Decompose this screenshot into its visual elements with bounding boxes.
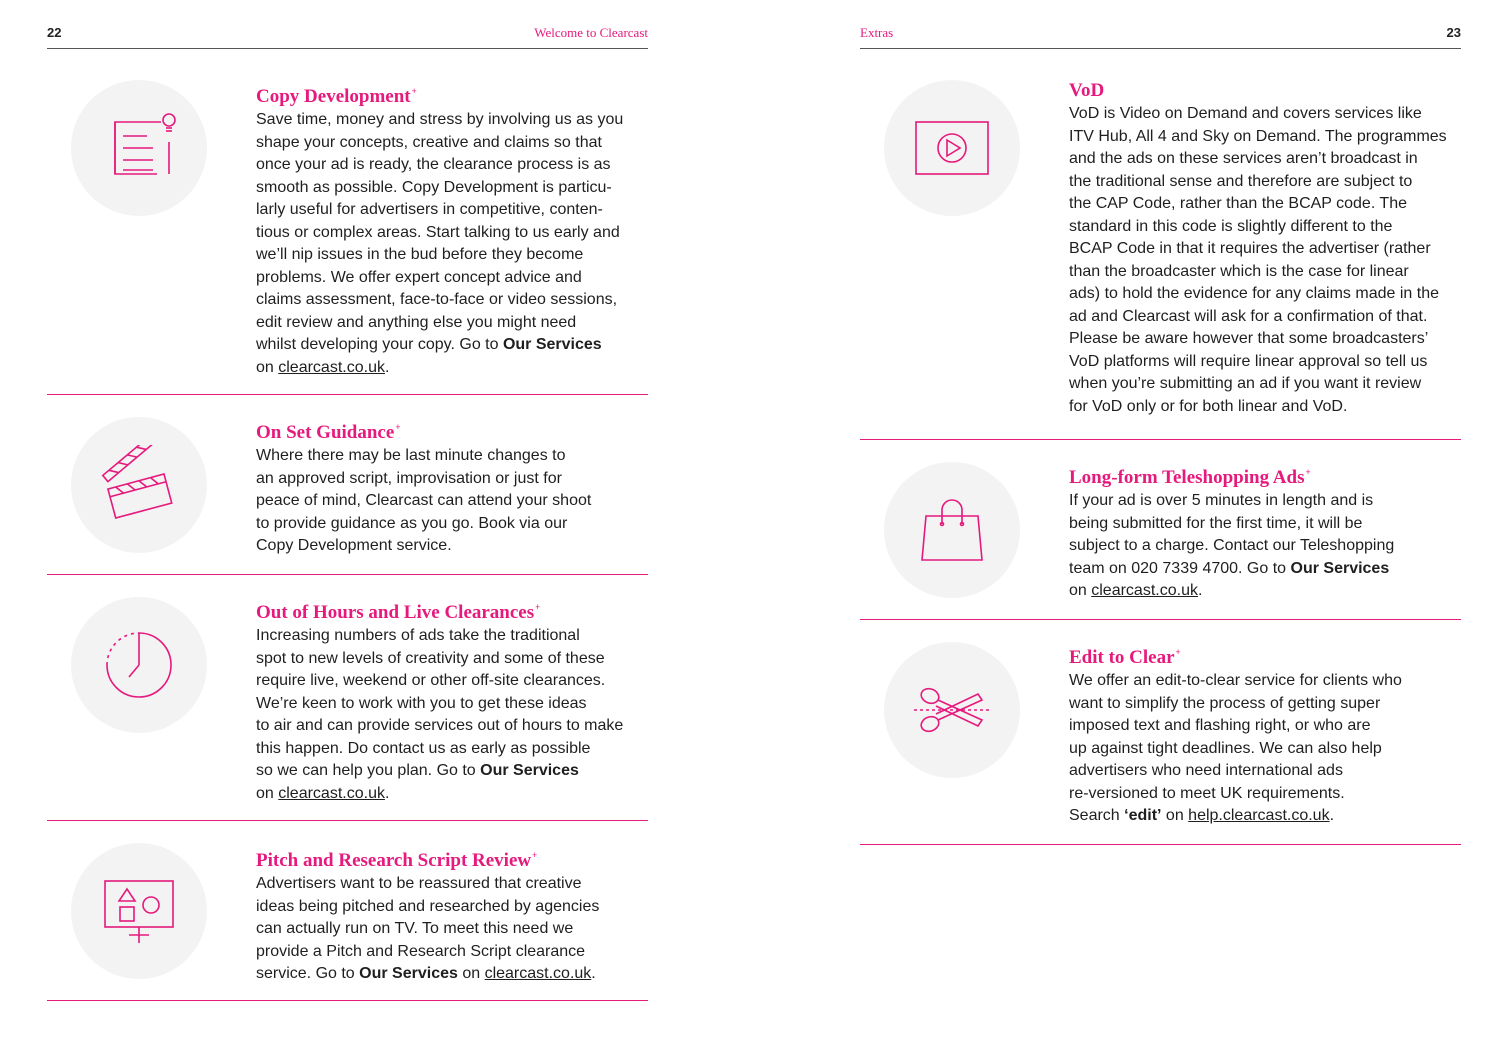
section-body: Where there may be last minute changes to an approved script, improvisation or just for peace of mind, Clearcast can attend your shoot to provide guidance as you go. Book via our Copy Development service. bbox=[256, 447, 592, 554]
clock-icon bbox=[99, 625, 179, 705]
section-on-set-guidance bbox=[47, 395, 648, 575]
clearcast-link[interactable]: clearcast.co.uk bbox=[484, 965, 592, 982]
our-services-label: Our Services bbox=[480, 762, 579, 779]
section-text bbox=[1069, 79, 1461, 418]
section-text bbox=[1069, 640, 1461, 828]
section-copy-development bbox=[47, 48, 648, 395]
section-body: If your ad is over 5 minutes in length and is being submitted for the first time, it will be subject to a charge. Contact our Teleshopping team on 020 7339 4700. Go to Our Services on clearcast.co.uk. bbox=[1069, 492, 1395, 599]
section-title: On Set Guidance+ bbox=[256, 422, 401, 443]
icon-circle bbox=[884, 80, 1020, 216]
running-section-title: Welcome to Clearcast bbox=[534, 25, 648, 40]
section-text bbox=[256, 415, 648, 558]
section-text bbox=[256, 843, 648, 986]
section-text bbox=[256, 595, 648, 805]
section-title: Edit to Clear+ bbox=[1069, 647, 1181, 668]
page-header-left bbox=[47, 24, 648, 49]
play-screen-icon bbox=[912, 108, 992, 188]
section-out-of-hours bbox=[47, 575, 648, 821]
page-header-right bbox=[860, 24, 1461, 49]
clearcast-link[interactable]: clearcast.co.uk bbox=[278, 358, 385, 376]
section-title: Long-form Teleshopping Ads+ bbox=[1069, 467, 1311, 488]
help-clearcast-link[interactable]: help.clearcast.co.uk bbox=[1188, 807, 1330, 824]
section-text bbox=[256, 79, 648, 379]
icon-circle bbox=[71, 597, 207, 733]
section-title: Copy Development+ bbox=[256, 86, 417, 107]
our-services-label: Our Services bbox=[502, 336, 602, 353]
right-page bbox=[860, 0, 1461, 1037]
section-title: VoD bbox=[1069, 80, 1105, 101]
shopping-bag-icon bbox=[912, 490, 992, 570]
section-title: Pitch and Research Script Review+ bbox=[256, 850, 538, 871]
our-services-label: Our Services bbox=[1290, 559, 1390, 577]
icon-circle bbox=[71, 843, 207, 979]
clearcast-link[interactable]: clearcast.co.uk bbox=[1091, 582, 1198, 599]
page-number: 23 bbox=[1446, 25, 1461, 40]
icon-circle bbox=[884, 462, 1020, 598]
section-body: Increasing numbers of ads take the traditional spot to new levels of creativity and some of these require live, weekend or other off-site clearances. We’re keen to work with you to get these ideas to air and can provide services out of hours to make this happen. Do contact us as early as possible so we can help you plan. Go to Our Services on clearcast.co.uk. bbox=[256, 627, 624, 802]
edit-keyword: ‘edit’ bbox=[1124, 807, 1162, 824]
section-edit-to-clear bbox=[860, 620, 1461, 845]
page-number: 22 bbox=[47, 25, 62, 40]
section-text bbox=[1069, 460, 1461, 603]
our-services-label: Our Services bbox=[359, 965, 458, 982]
document-lightbulb-icon bbox=[99, 108, 179, 188]
icon-circle bbox=[884, 642, 1020, 778]
clapperboard-icon bbox=[99, 445, 179, 525]
icon-circle bbox=[71, 80, 207, 216]
section-title: Out of Hours and Live Clearances+ bbox=[256, 602, 541, 623]
section-body: Advertisers want to be reassured that creative ideas being pitched and researched by agencies can actually run on TV. To meet this need we provide a Pitch and Research Script clearance service. Go to Our Services on clearcast.co.uk. bbox=[256, 875, 600, 982]
section-body: Save time, money and stress by involving us as you shape your concepts, creative and claims so that once your ad is ready, the clearance process is as smooth as possible. Copy Development is particu- larly useful for advertisers in competitive, conten- tious or complex areas. Start talking to us early and we’ll nip issues in the bud before they become problems. We offer expert concept advice and claims assessment, face-to-face or video sessions, edit review and anything else you might need whilst developing your copy. Go to Our Services on clearcast.co.uk. bbox=[256, 111, 624, 376]
left-page bbox=[47, 0, 648, 1037]
presentation-board-icon bbox=[99, 871, 179, 951]
running-section-title: Extras bbox=[860, 25, 894, 40]
clearcast-link[interactable]: clearcast.co.uk bbox=[278, 784, 385, 802]
section-pitch-research bbox=[47, 821, 648, 1001]
section-body: VoD is Video on Demand and covers services like ITV Hub, All 4 and Sky on Demand. The programmes and the ads on these services aren’t broadcast in the traditional sense and therefore are subject to the CAP Code, rather than the BCAP code. The standard in this code is slightly different to the BCAP Code in that it requires the advertiser (rather than the broadcaster which is the case for linear ads) to hold the evidence for any claims made in the ad and Clearcast will ask for a confirmation of that. Please be aware however that some broadcasters’ VoD platforms will require linear approval so tell us when you’re submitting an ad if you want it review for VoD only or for both linear and VoD. bbox=[1069, 105, 1447, 415]
section-teleshopping bbox=[860, 440, 1461, 620]
section-vod bbox=[860, 48, 1461, 440]
section-body: We offer an edit-to-clear service for clients who want to simplify the process of getting super imposed text and flashing right, or who are up against tight deadlines. We can also help advertisers who need international ads re-versioned to meet UK requirements. Search ‘edit’ on help.clearcast.co.uk. bbox=[1069, 672, 1402, 824]
icon-circle bbox=[71, 417, 207, 553]
scissors-icon bbox=[912, 670, 992, 750]
